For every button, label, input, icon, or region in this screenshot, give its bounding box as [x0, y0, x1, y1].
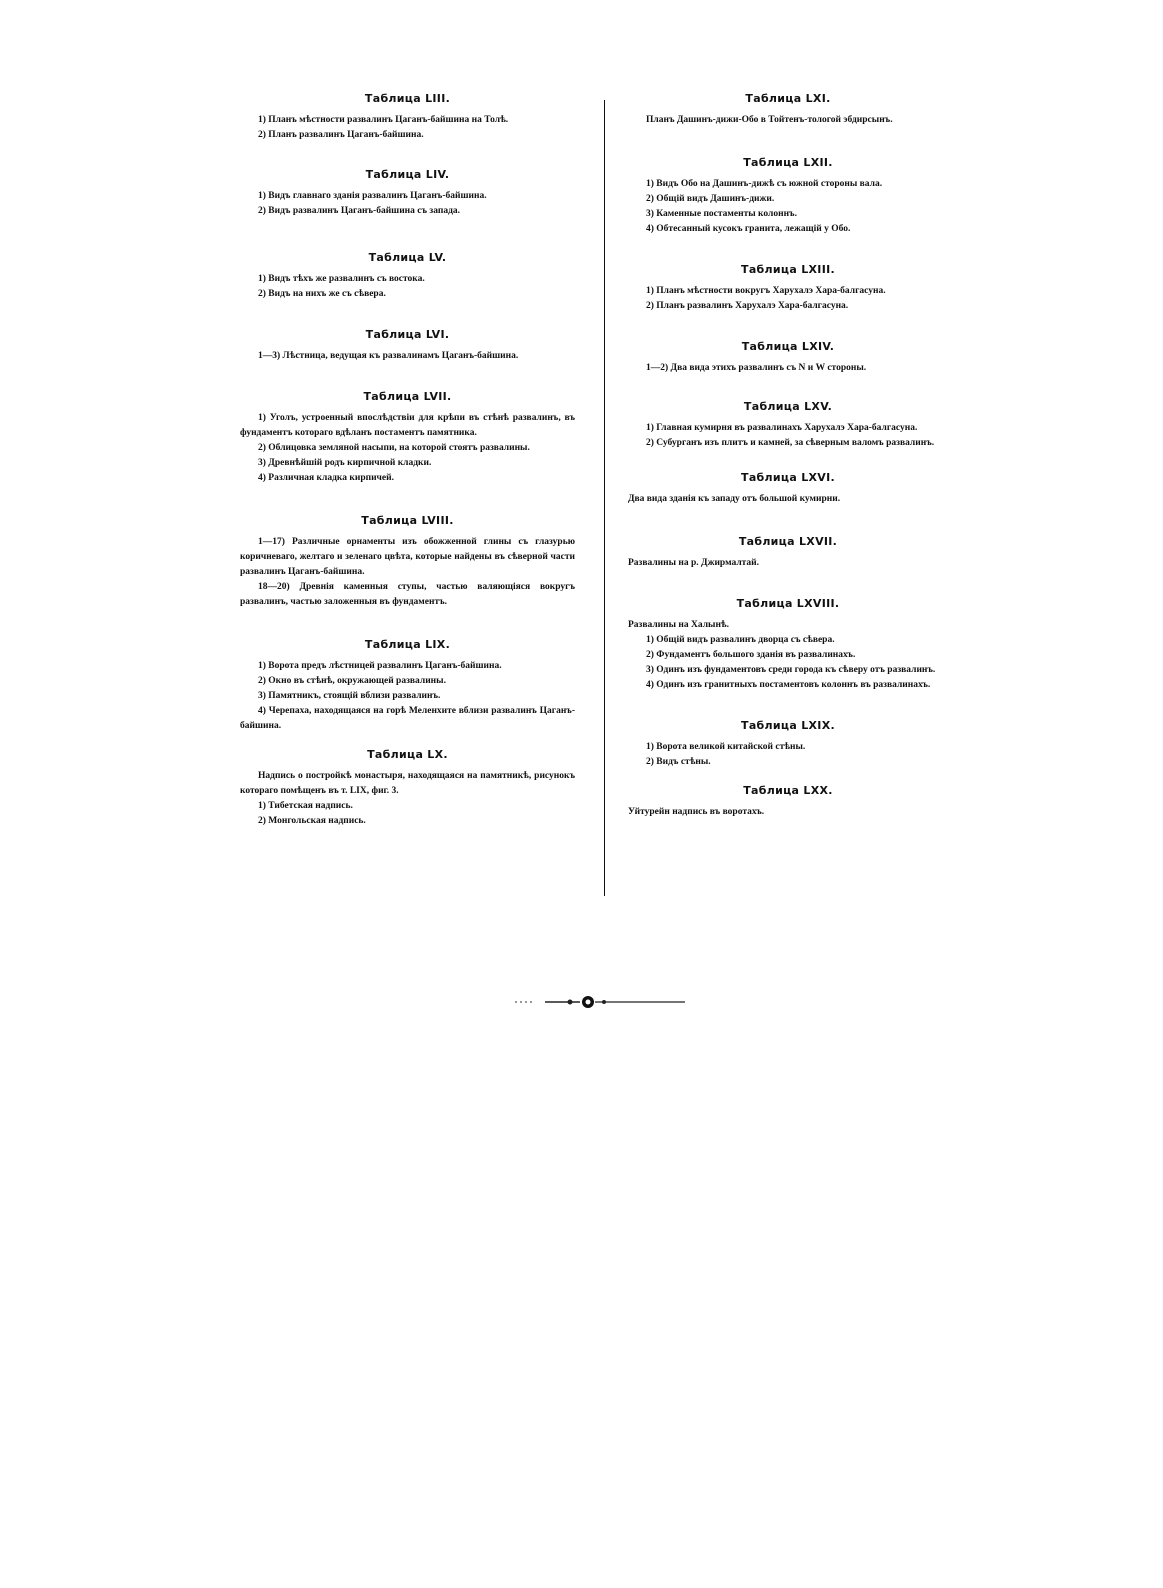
- list-item: 1) Общій видъ развалинъ дворца съ сѣвера.: [646, 635, 835, 645]
- ornament-divider: [515, 992, 685, 1012]
- section-heading: Таблица LVII.: [363, 390, 452, 403]
- section-lxvi: [628, 471, 948, 507]
- list-item: 4) Одинъ изъ гранитныхъ постаментовъ колоннъ въ развалинахъ.: [646, 680, 931, 690]
- section-heading: Таблица LXIX.: [741, 719, 835, 732]
- section-lxx: [628, 784, 948, 820]
- list-item: 1) Ворота великой китайской стѣны.: [646, 742, 806, 752]
- section-liv: [240, 168, 575, 219]
- section-lix: [240, 638, 575, 734]
- section-heading: Таблица LXI.: [745, 92, 831, 105]
- section-lvi: [240, 328, 575, 364]
- section-lvii: [240, 390, 575, 486]
- section-lxiv: [628, 340, 948, 376]
- list-item: 3) Памятникъ, стоящій вблизи развалинъ.: [258, 691, 441, 701]
- section-heading: Таблица LXVI.: [741, 471, 835, 484]
- list-item: 1) Видъ главнаго зданія развалинъ Цаганъ-байшина.: [258, 191, 487, 201]
- section-heading: Таблица LXVIII.: [736, 597, 840, 610]
- section-heading: Таблица LXX.: [743, 784, 833, 797]
- section-lxviii: [628, 597, 948, 693]
- list-item: 3) Каменные постаменты колоннъ.: [646, 209, 797, 219]
- section-heading: Таблица LXII.: [743, 156, 833, 169]
- list-item: 2) Видъ развалинъ Цаганъ-байшина съ запада.: [258, 206, 460, 216]
- section-heading: Таблица LXIII.: [741, 263, 835, 276]
- list-item: 2) Видъ на нихъ же съ сѣвера.: [258, 289, 386, 299]
- right-column: [628, 92, 948, 820]
- list-item: 2) Фундаментъ большого зданія въ развалинахъ.: [646, 650, 856, 660]
- section-liii: [240, 92, 575, 143]
- list-item: Развалины на Халынѣ.: [628, 620, 729, 630]
- list-item: 2) Планъ развалинъ Харухалэ Хара-балгасуна.: [646, 301, 849, 311]
- section-lxix: [628, 719, 948, 770]
- list-item: 2) Субурганъ изъ плитъ и камней, за сѣверным валомъ развалинъ.: [646, 438, 935, 448]
- column-divider: [604, 100, 605, 896]
- list-item: 1) Тибетская надпись.: [258, 801, 353, 811]
- section-heading: Таблица LIX.: [364, 638, 451, 651]
- section-heading: Таблица LV.: [368, 251, 447, 264]
- section-heading: Таблица LXIV.: [741, 340, 835, 353]
- list-item: 2) Общій видъ Дашинъ-дижи.: [646, 194, 775, 204]
- list-item: 2) Монгольская надпись.: [258, 816, 366, 826]
- section-heading: Таблица LIII.: [364, 92, 451, 105]
- list-item: 1) Уголъ, устроенный впослѣдствіи для крѣпи въ стѣнѣ развалинъ, въ фундаментъ котораго вдѣланъ постаментъ памятника.: [240, 413, 575, 438]
- list-item: Развалины на р. Джирмалтай.: [628, 558, 760, 568]
- list-item: 1—3) Лѣстница, ведущая къ развалинамъ Цаганъ-байшина.: [258, 351, 519, 361]
- list-item: 1) Планъ мѣстности вокругъ Харухалэ Хара-балгасуна.: [646, 286, 886, 296]
- section-heading: Таблица LXV.: [743, 400, 833, 413]
- list-item: 2) Видъ стѣны.: [646, 757, 711, 767]
- list-item: 4) Различная кладка кирпичей.: [258, 473, 394, 483]
- list-item: 1—2) Два вида этихъ развалинъ съ N и W стороны.: [646, 363, 867, 373]
- list-item: 3) Древнѣйшій родъ кирпичной кладки.: [258, 458, 432, 468]
- section-lxii: [628, 156, 948, 237]
- section-lxvii: [628, 535, 948, 571]
- section-lx: [240, 748, 575, 829]
- section-lviii: [240, 514, 575, 610]
- section-heading: Таблица LX.: [367, 748, 448, 761]
- list-item: 1—17) Различные орнаменты изъ обожженной глины съ глазурью коричневаго, желтаго и зеленаго цвѣта, которые найдены въ сѣверной части развалинъ Цаганъ-байшина.: [240, 537, 575, 577]
- section-heading: Таблица LXVII.: [738, 535, 838, 548]
- list-item: 3) Одинъ изъ фундаментовъ среди города къ сѣверу отъ развалинъ.: [646, 665, 936, 675]
- list-item: 4) Черепаха, находящаяся на горѣ Меленхите вблизи развалинъ Цаганъ-байшина.: [240, 706, 575, 731]
- list-item: 1) Ворота предъ лѣстницей развалинъ Цаганъ-байшина.: [258, 661, 502, 671]
- section-heading: Таблица LIV.: [365, 168, 450, 181]
- list-item: Надпись о постройкѣ монастыря, находящаяся на памятникѣ, рисунокъ котораго помѣщенъ въ т. LIX, фиг. 3.: [240, 771, 575, 796]
- list-item: 2) Окно въ стѣнѣ, окружающей развалины.: [258, 676, 446, 686]
- section-lv: [240, 251, 575, 302]
- section-lxiii: [628, 263, 948, 314]
- list-item: 2) Облицовка земляной насыпи, на которой стоятъ развалины.: [258, 443, 530, 453]
- list-item: Планъ Дашинъ-дижи-Обо в Тойтенъ-тологой эбдирсынъ.: [646, 115, 893, 125]
- list-item: 1) Видъ тѣхъ же развалинъ съ востока.: [258, 274, 425, 284]
- left-column: [240, 92, 575, 829]
- list-item: Уйтурейн надпись въ воротахъ.: [628, 807, 765, 817]
- list-item: 2) Планъ развалинъ Цаганъ-байшина.: [258, 130, 424, 140]
- list-item: 1) Главная кумирня въ развалинахъ Харухалэ Хара-балгасуна.: [646, 423, 918, 433]
- list-item: 18—20) Древнія каменныя ступы, частью валяющіяся вокругъ развалинъ, частью заложенныя въ фундаментъ.: [240, 582, 575, 607]
- section-lxv: [628, 400, 948, 451]
- section-lxi: [628, 92, 948, 128]
- section-heading: Таблица LVIII.: [361, 514, 454, 527]
- list-item: 1) Планъ мѣстности развалинъ Цаганъ-байшина на Толѣ.: [258, 115, 509, 125]
- list-item: 4) Обтесанный кусокъ гранита, лежащій у Обо.: [646, 224, 851, 234]
- list-item: 1) Видъ Обо на Дашинъ-дижѣ съ южной стороны вала.: [646, 179, 883, 189]
- list-item: Два вида зданія къ западу отъ большой кумирни.: [628, 494, 841, 504]
- section-heading: Таблица LVI.: [365, 328, 450, 341]
